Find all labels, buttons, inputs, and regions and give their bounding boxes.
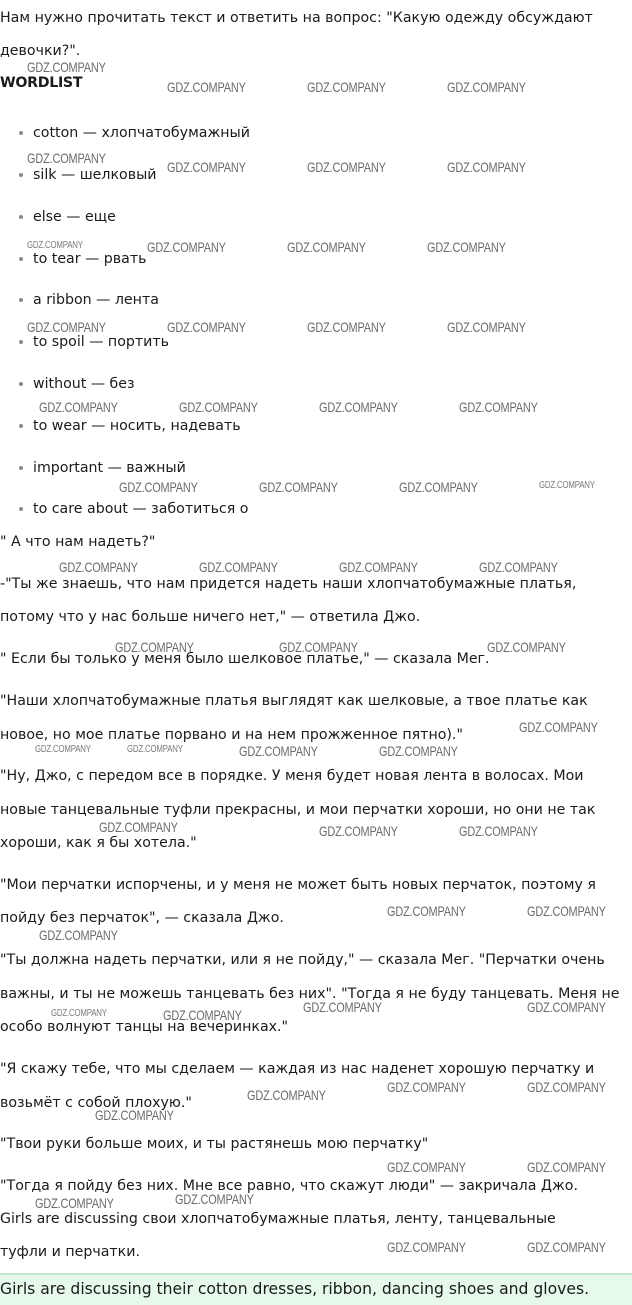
bullet-icon — [19, 131, 23, 135]
bullet-icon — [19, 507, 23, 511]
watermark: GDZ.COMPANY — [527, 1079, 606, 1095]
wordlist-item: important — важный — [33, 459, 186, 477]
watermark: GDZ.COMPANY — [307, 79, 386, 95]
watermark: GDZ.COMPANY — [167, 79, 246, 95]
text-line: "Я скажу тебе, что мы сделаем — каждая из нас наденет хорошую перчатку и — [0, 1061, 595, 1077]
text-line: возьмёт с собой плохую." — [0, 1095, 192, 1111]
watermark: GDZ.COMPANY — [519, 719, 598, 735]
wordlist-item: silk — шелковый — [33, 166, 157, 184]
bullet-icon — [19, 424, 23, 428]
watermark: GDZ.COMPANY — [119, 479, 198, 495]
watermark: GDZ.COMPANY — [479, 559, 558, 575]
watermark: GDZ.COMPANY — [387, 1159, 466, 1175]
watermark: GDZ.COMPANY — [247, 1087, 326, 1103]
text-line: Girls are discussing свои хлопчатобумажные платья, ленту, танцевальные — [0, 1211, 556, 1227]
watermark: GDZ.COMPANY — [459, 399, 538, 415]
watermark: GDZ.COMPANY — [35, 744, 91, 755]
watermark: GDZ.COMPANY — [27, 240, 83, 251]
bullet-icon — [19, 257, 23, 261]
text-line: потому что у нас больше ничего нет," — ответила Джо. — [0, 609, 421, 625]
watermark: GDZ.COMPANY — [279, 639, 358, 655]
wordlist-item: to care about — заботиться о — [33, 500, 248, 518]
text-line: "Ты должна надеть перчатки, или я не пойду," — сказала Мег. "Перчатки очень — [0, 952, 605, 968]
text-line: "Мои перчатки испорчены, и у меня не может быть новых перчаток, поэтому я — [0, 877, 596, 893]
text-line: "Тогда я пойду без них. Мне все равно, что скажут люди" — закричала Джо. — [0, 1178, 578, 1194]
watermark: GDZ.COMPANY — [539, 480, 595, 491]
watermark: GDZ.COMPANY — [163, 1007, 242, 1023]
watermark: GDZ.COMPANY — [387, 1239, 466, 1255]
wordlist-item: cotton — хлопчатобумажный — [33, 124, 250, 142]
watermark: GDZ.COMPANY — [319, 823, 398, 839]
watermark: GDZ.COMPANY — [167, 319, 246, 335]
watermark: GDZ.COMPANY — [447, 159, 526, 175]
watermark: GDZ.COMPANY — [39, 927, 118, 943]
text-line: пойду без перчаток", — сказала Джо. — [0, 910, 284, 926]
watermark: GDZ.COMPANY — [27, 319, 106, 335]
watermark: GDZ.COMPANY — [51, 1008, 107, 1019]
watermark: GDZ.COMPANY — [27, 150, 106, 166]
wordlist-item: else — еще — [33, 208, 116, 226]
watermark: GDZ.COMPANY — [99, 819, 178, 835]
watermark: GDZ.COMPANY — [307, 319, 386, 335]
watermark: GDZ.COMPANY — [167, 159, 246, 175]
wordlist-heading: WORDLIST — [0, 75, 83, 91]
watermark: GDZ.COMPANY — [179, 399, 258, 415]
watermark: GDZ.COMPANY — [527, 999, 606, 1015]
answer-text: Girls are discussing their cotton dresses, ribbon, dancing shoes and gloves. — [0, 1280, 590, 1298]
text-line: особо волнуют танцы на вечеринках." — [0, 1019, 289, 1035]
watermark: GDZ.COMPANY — [199, 559, 278, 575]
watermark: GDZ.COMPANY — [527, 903, 606, 919]
answer-box — [0, 1273, 632, 1305]
text-line: "Наши хлопчатобумажные платья выглядят как шелковые, а твое платье как — [0, 693, 588, 709]
text-line: " А что нам надеть?" — [0, 534, 156, 550]
watermark: GDZ.COMPANY — [427, 239, 506, 255]
watermark: GDZ.COMPANY — [259, 479, 338, 495]
text-line: туфли и перчатки. — [0, 1244, 140, 1260]
wordlist-item: to tear — рвать — [33, 250, 146, 268]
watermark: GDZ.COMPANY — [319, 399, 398, 415]
text-line: "Твои руки больше моих, и ты растянешь мою перчатку" — [0, 1136, 429, 1152]
watermark: GDZ.COMPANY — [175, 1191, 254, 1207]
intro-line-1: Нам нужно прочитать текст и ответить на вопрос: "Какую одежду обсуждают — [0, 10, 593, 26]
text-line: -"Ты же знаешь, что нам придется надеть наши хлопчатобумажные платья, — [0, 576, 577, 592]
wordlist-item: a ribbon — лента — [33, 291, 159, 309]
watermark: GDZ.COMPANY — [527, 1159, 606, 1175]
text-line: важны, и ты не можешь танцевать без них". "Тогда я не буду танцевать. Меня не — [0, 986, 620, 1002]
text-line: новое, но мое платье порвано и на нем прожженное пятно)." — [0, 727, 463, 743]
watermark: GDZ.COMPANY — [447, 319, 526, 335]
watermark: GDZ.COMPANY — [147, 239, 226, 255]
watermark: GDZ.COMPANY — [459, 823, 538, 839]
text-line: "Ну, Джо, с передом все в порядке. У меня будет новая лента в волосах. Мои — [0, 768, 584, 784]
text-line: новые танцевальные туфли прекрасны, и мои перчатки хороши, но они не так — [0, 802, 596, 818]
wordlist-item: to wear — носить, надевать — [33, 417, 241, 435]
bullet-icon — [19, 340, 23, 344]
watermark: GDZ.COMPANY — [39, 399, 118, 415]
bullet-icon — [19, 215, 23, 219]
watermark: GDZ.COMPANY — [115, 639, 194, 655]
watermark: GDZ.COMPANY — [399, 479, 478, 495]
watermark: GDZ.COMPANY — [59, 559, 138, 575]
watermark: GDZ.COMPANY — [27, 59, 106, 75]
bullet-icon — [19, 173, 23, 177]
watermark: GDZ.COMPANY — [127, 744, 183, 755]
watermark: GDZ.COMPANY — [387, 1079, 466, 1095]
watermark: GDZ.COMPANY — [487, 639, 566, 655]
watermark: GDZ.COMPANY — [239, 743, 318, 759]
intro-line-2: девочки?". — [0, 43, 81, 59]
watermark: GDZ.COMPANY — [379, 743, 458, 759]
watermark: GDZ.COMPANY — [95, 1107, 174, 1123]
wordlist-item: to spoil — портить — [33, 333, 169, 351]
watermark: GDZ.COMPANY — [35, 1195, 114, 1211]
text-line: " Если бы только у меня было шелковое платье," — сказала Мег. — [0, 651, 490, 667]
watermark: GDZ.COMPANY — [387, 903, 466, 919]
watermark: GDZ.COMPANY — [339, 559, 418, 575]
watermark: GDZ.COMPANY — [307, 159, 386, 175]
watermark: GDZ.COMPANY — [447, 79, 526, 95]
watermark: GDZ.COMPANY — [527, 1239, 606, 1255]
bullet-icon — [19, 298, 23, 302]
watermark: GDZ.COMPANY — [303, 999, 382, 1015]
text-line: хороши, как я бы хотела." — [0, 835, 197, 851]
bullet-icon — [19, 382, 23, 386]
bullet-icon — [19, 466, 23, 470]
wordlist-item: without — без — [33, 375, 135, 393]
watermark: GDZ.COMPANY — [287, 239, 366, 255]
